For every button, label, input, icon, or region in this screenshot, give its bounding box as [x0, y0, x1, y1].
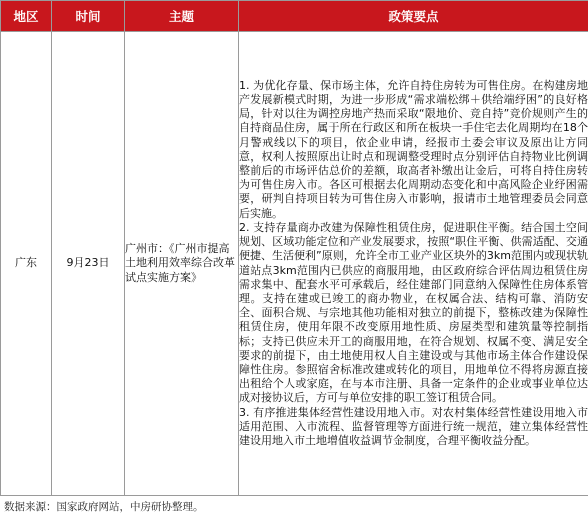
cell-policy-points: [239, 32, 588, 496]
table-row: [1, 32, 588, 496]
cell-region: 广东: [1, 32, 52, 496]
policy-point-2: 2. 支持存量商办改建为保障性租赁住房，促进职住平衡。结合国土空间规划、区域功能定位和产业发展要求，按照“职住平衡、供需适配、交通便捷、生活便利”原则，允许全市工业产业区块外的3km范围内或现状轨道站点3km范围内已供应的商服用地，由区政府综合评估周边租赁住房需求集中、配套水平可承载后，经住建部门同意纳入保障性住房体系管理。支持在建或已竣工的商办物业，在权属合法、结构可靠、消防安全、面积合规、与宗地其他功能相对独立的前提下，整栋改建为保障性租赁住房，使用年限不改变原用地性质、房屋类型和建筑量等控制指标；支持已供应未开工的商服用地，在符合规划、权属不变、满足安全要求的前提下，由土地使用权人自主建设或与其他市场主体合作建设保障性住房。参照宿舍标准改建或转化的项目，用地单位不得将房源直接出租给个人或家庭，在与本市注册、具备一定条件的企业或事业单位达成对接协议后，方可与单位安排的职工签订租赁合同。: [239, 220, 588, 405]
header-time: 时间: [52, 1, 125, 32]
header-policy-points: 政策要点: [239, 1, 588, 32]
header-topic: 主题: [125, 1, 239, 32]
policy-point-3: 3. 有序推进集体经营性建设用地入市。对农村集体经营性建设用地入市适用范围、入市流程、监督管理等方面进行统一规范，建立集体经营性建设用地入市土地增值收益调节金制度，合理平衡收益分配。: [239, 405, 588, 447]
cell-topic: 广州市：《广州市提高土地利用效率综合改革试点实施方案》: [125, 32, 239, 496]
header-region: 地区: [1, 1, 52, 32]
table-header-row: [1, 1, 588, 32]
policy-point-1: 1. 为优化存量、保市场主体，允许自持住房转为可售住房。在构建房地产发展新模式时期，为进一步形成“需求端松绑＋供给端纾困”的良好格局，针对以往为调控房地产热而采取“限地价、竞自持”竞价规则产生的自持商品住房，属于所在行政区和所在板块一手住宅去化周期均在18个月警戒线以下的项目，依企业申请，经报市土委会审议及原出让方同意，权利人按照原出让时点和现调整受理时点分别评估自持物业比例调整前后的市场评估总价的差额，取高者补缴出让金后，可将自持住房转为可售住房入市。各区可根据去化周期动态变化和中高风险企业纾困需要，研判自持项目转为可售住房入市影响，报请市土地管理委员会同意后实施。: [239, 78, 588, 220]
source-note: 数据来源：国家政府网站，中房研协整理。: [4, 501, 204, 513]
cell-date: 9月23日: [52, 32, 125, 496]
